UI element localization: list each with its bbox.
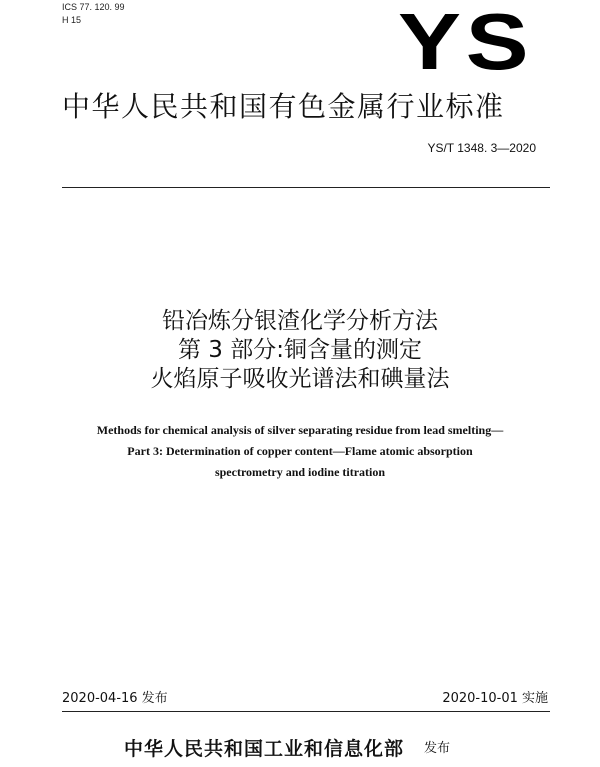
issue-date: 2020-04-16 发布 (62, 691, 168, 706)
chinese-title-line-3: 火焰原子吸收光谱法和碘量法 (150, 366, 450, 392)
standard-number: YS/T 1348. 3—2020 (427, 141, 536, 155)
standard-category-title: 中华人民共和国有色金属行业标准 (62, 90, 505, 123)
english-title (0, 420, 600, 483)
implementation-date: 2020-10-01 实施 (442, 691, 548, 706)
english-title-line-1: Methods for chemical analysis of silver separating residue from lead smelting— (96, 423, 504, 437)
chinese-title (0, 307, 600, 394)
publisher-verb: 发布 (424, 741, 451, 756)
ics-code: ICS 77. 120. 99 (62, 2, 125, 12)
english-title-line-2: Part 3: Determination of copper content—Flame atomic absorption (127, 444, 473, 458)
header-divider (62, 187, 550, 188)
footer-divider (62, 711, 550, 712)
chinese-title-line-1: 铅冶炼分银渣化学分析方法 (162, 308, 438, 334)
publisher-name: 中华人民共和国工业和信息化部 (124, 738, 405, 760)
publisher (124, 737, 450, 761)
ys-logo: YS (398, 0, 534, 86)
english-title-line-3: spectrometry and iodine titration (214, 465, 386, 479)
ccs-code: H 15 (62, 15, 82, 25)
chinese-title-line-2: 第 3 部分:铜含量的测定 (177, 337, 422, 363)
